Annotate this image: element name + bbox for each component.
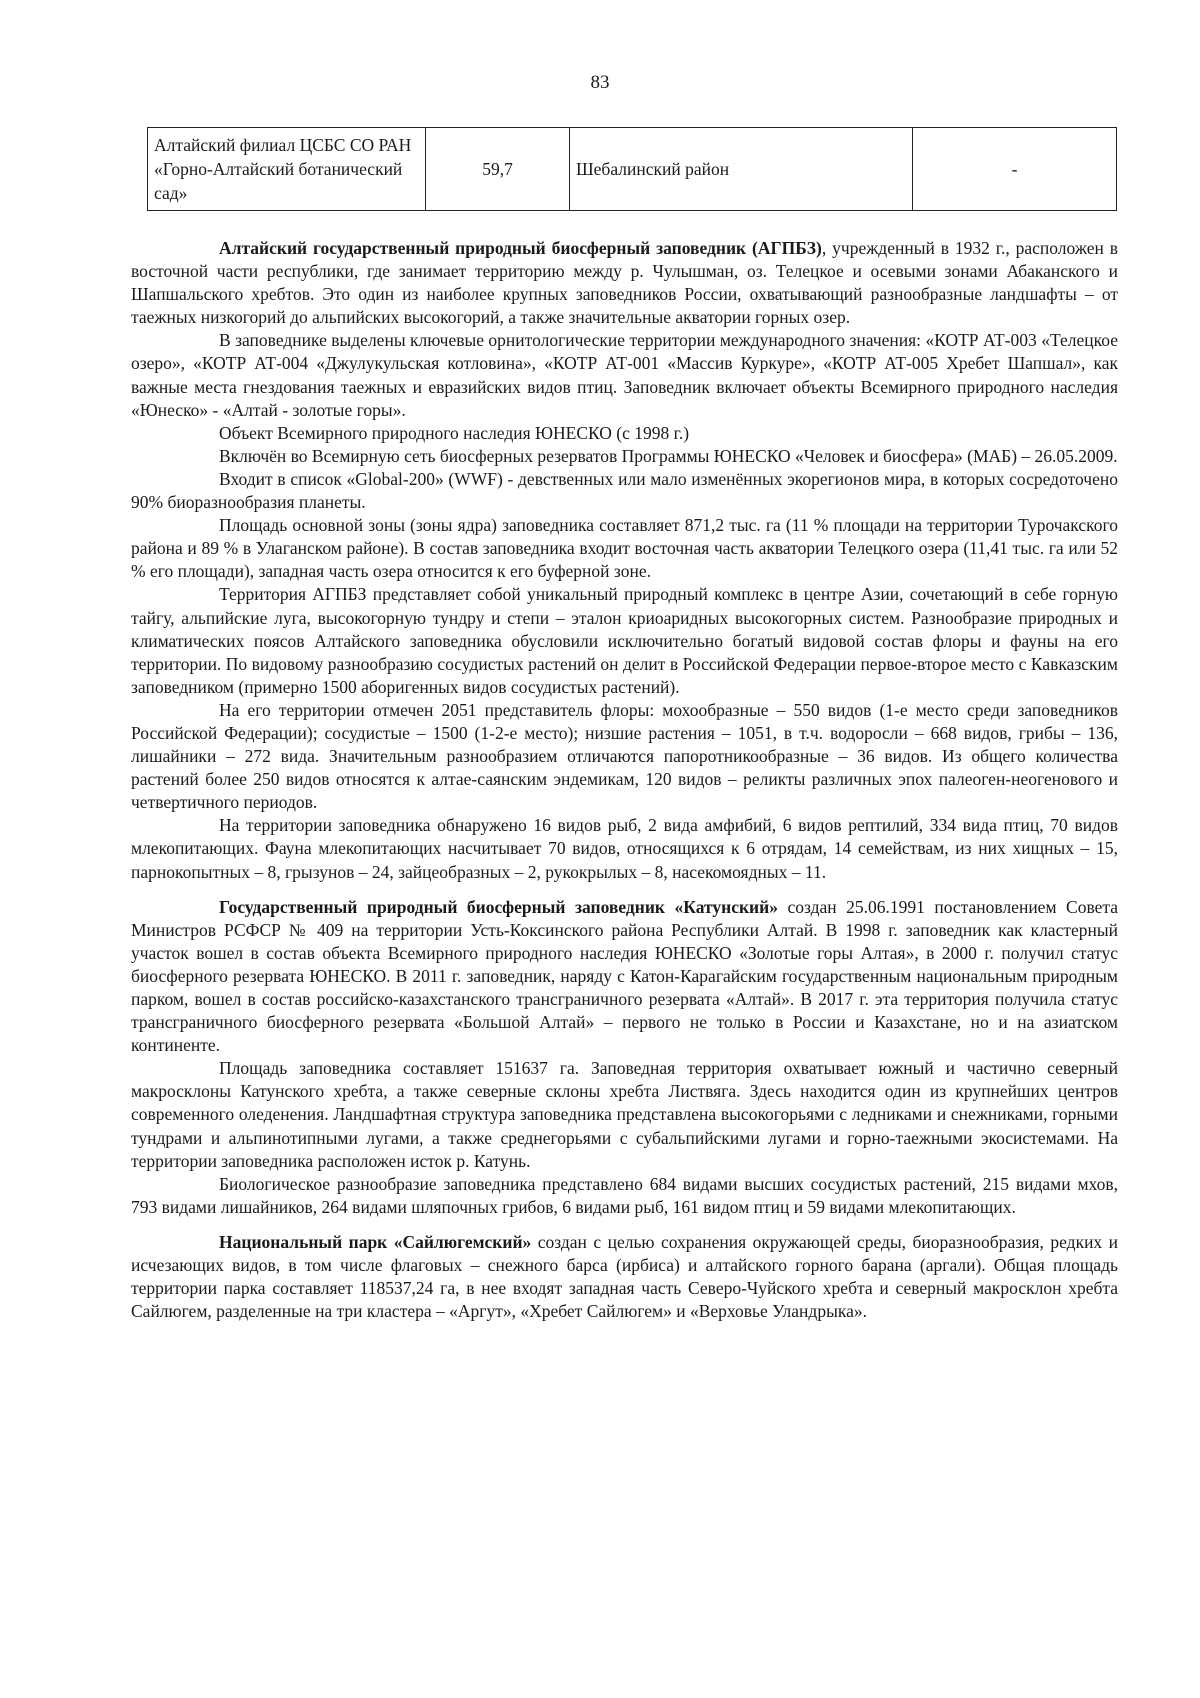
paragraph-katunsky-area bbox=[131, 1057, 1118, 1172]
paragraph-territory bbox=[131, 583, 1118, 698]
organization-cell: Алтайский филиал ЦСБС СО РАН «Горно-Алтайский ботанический сад» bbox=[148, 128, 426, 211]
paragraph-ornithology bbox=[131, 329, 1118, 421]
paragraph-heading: Национальный парк «Сайлюгемский» bbox=[219, 1231, 532, 1252]
note-cell: - bbox=[913, 128, 1117, 211]
paragraph-unesco-heritage bbox=[131, 422, 1118, 445]
paragraph-text: В заповеднике выделены ключевые орнитологические территории международного значения: «КОТР АТ-003 «Телецкое озеро», «КОТР АТ-004 «Джулукульская котловина», «КОТР АТ-001 «Массив Куркуре», «КОТР АТ-005 Хребет Шапшал», как важные места гнездования таежных и евразийских видов птиц. Заповедник включает объекты Всемирного природного наследия «Юнеско» - «Алтай - золотые горы». bbox=[131, 330, 1118, 420]
paragraph-heading: Алтайский государственный природный биосферный заповедник (АГПБЗ) bbox=[219, 238, 822, 258]
paragraph-text: , учрежденный в 1932 г., расположен в восточной части республики, где занимает территорию между р. Чулышман, оз. Телецкое и осевыми зонами Абаканского и Шапшальского хребтов. Это один из наиболее крупных заповедников России, охватывающий разнообразные ландшафты – от таежных низкогорий до альпийских высокогорий, а также значительные акватории горных озер. bbox=[131, 238, 1119, 328]
paragraph-text: создан 25.06.1991 постановлением Совета Министров РСФСР № 409 на территории Усть-Коксинского района Республики Алтай. В 1998 г. заповедник как кластерный участок вошел в состав объекта Всемирного природного наследия ЮНЕСКО «Золотые горы Алтая», в 2000 г. получил статус биосферного резервата ЮНЕСКО. В 2011 г. заповедник, наряду с Катон-Карагайским государственным национальным природным парком, вошел в состав российско-казахстанского трансграничного резервата «Алтай». В 2017 г. эта территория получила статус трансграничного биосферного резервата «Большой Алтай» – первого не только в России и Казахстане, но и на азиатском континенте. bbox=[131, 896, 1118, 1056]
paragraph-heading: Государственный природный биосферный заповедник «Катунский» bbox=[219, 896, 778, 917]
paragraph-core-area bbox=[131, 514, 1118, 583]
paragraph-katunsky-intro bbox=[131, 896, 1118, 1058]
paragraph-text: Площадь заповедника составляет 151637 га. Заповедная территория охватывает южный и частично северный макросклоны Катунского хребта, а также северные склоны хребта Листвяга. Здесь находится один из крупнейших центров современного оледенения. Ландшафтная структура заповедника представлена высокогорьями с ледниками и снежниками, горными тундрами и альпинотипными лугами, а также среднегорьями с субальпийскими лугами и горно-таежными экосистемами. На территории заповедника расположен исток р. Катунь. bbox=[131, 1058, 1118, 1171]
region-cell: Шебалинский район bbox=[570, 128, 913, 211]
paragraph-katunsky-biodiversity bbox=[131, 1173, 1118, 1219]
paragraph-global200 bbox=[131, 468, 1118, 514]
reserves-table bbox=[147, 127, 1117, 211]
area-cell: 59,7 bbox=[426, 128, 570, 211]
paragraph-fauna bbox=[131, 814, 1118, 883]
paragraph-sailyugem-intro bbox=[131, 1231, 1118, 1323]
paragraph-text: Включён во Всемирную сеть биосферных резерватов Программы ЮНЕСКО «Человек и биосфера» (МАБ) – 26.05.2009. bbox=[219, 445, 1118, 466]
paragraph-text: Площадь основной зоны (зоны ядра) заповедника составляет 871,2 тыс. га (11 % площади на территории Турочакского района и 89 % в Улаганском районе). В состав заповедника входит восточная часть акватории Телецкого озера (11,41 тыс. га или 52 % его площади), западная часть озера относится к его буферной зоне. bbox=[131, 515, 1118, 582]
paragraph-flora bbox=[131, 699, 1118, 814]
paragraph-text: создан с целью сохранения окружающей среды, биоразнообразия, редких и исчезающих видов, в том числе флаговых – снежного барса (ирбиса) и алтайского горного барана (аргали). Общая площадь территории парка составляет 118537,24 га, в нее входят западная часть Северо-Чуйского хребта и северный макросклон хребта Сайлюгем, разделенные на три кластера – «Аргут», «Хребет Сайлюгем» и «Верховье Уландрыка». bbox=[131, 1231, 1118, 1322]
paragraph-text: Входит в список «Global-200» (WWF) - девственных или мало изменённых экорегионов мира, в которых сосредоточено 90% биоразнообразия планеты. bbox=[131, 468, 1118, 513]
page-number: 83 bbox=[590, 72, 610, 93]
paragraph-agpbz-intro bbox=[131, 237, 1118, 329]
paragraph-mab bbox=[131, 445, 1118, 468]
table-row bbox=[148, 128, 1117, 211]
paragraph-text: Объект Всемирного природного наследия ЮНЕСКО (с 1998 г.) bbox=[219, 422, 690, 443]
document-body bbox=[131, 237, 1118, 1323]
paragraph-text: Биологическое разнообразие заповедника представлено 684 видами высших сосудистых растений, 215 видами мхов, 793 видами лишайников, 264 видами шляпочных грибов, 6 видами рыб, 161 видом птиц и 59 видами млекопитающих. bbox=[131, 1173, 1118, 1217]
paragraph-text: На территории заповедника обнаружено 16 видов рыб, 2 вида амфибий, 6 видов рептилий, 334 вида птиц, 70 видов млекопитающих. Фауна млекопитающих насчитывает 70 видов, относящихся к 6 отрядам, 14 семействам, из них хищных – 15, парнокопытных – 8, грызунов – 24, зайцеобразных – 2, рукокрылых – 8, насекомоядных – 11. bbox=[131, 815, 1118, 882]
paragraph-text: Территория АГПБЗ представляет собой уникальный природный комплекс в центре Азии, сочетающий в себе горную тайгу, альпийские луга, высокогорную тундру и степи – эталон криоаридных высокогорных систем. Разнообразие природных и климатических поясов Алтайского заповедника обусловили исключительно богатый видовой состав флоры и фауны на его территории. По видовому разнообразию сосудистых растений он делит в Российской Федерации первое-второе место с Кавказским заповедником (примерно 1500 аборигенных видов сосудистых растений). bbox=[131, 584, 1118, 697]
paragraph-text: На его территории отмечен 2051 представитель флоры: мохообразные – 550 видов (1-е место среди заповедников Российской Федерации); сосудистые – 1500 (1-2-е место); низшие растения – 1051, в т.ч. водоросли – 668 видов, грибы – 136, лишайники – 272 вида. Значительным разнообразием отличаются папоротникообразные – 36 видов. Из общего количества растений более 250 видов относятся к алтае-саянским эндемикам, 120 видов – реликты различных эпох палеоген-неогенового и четвертичного периодов. bbox=[131, 699, 1118, 813]
